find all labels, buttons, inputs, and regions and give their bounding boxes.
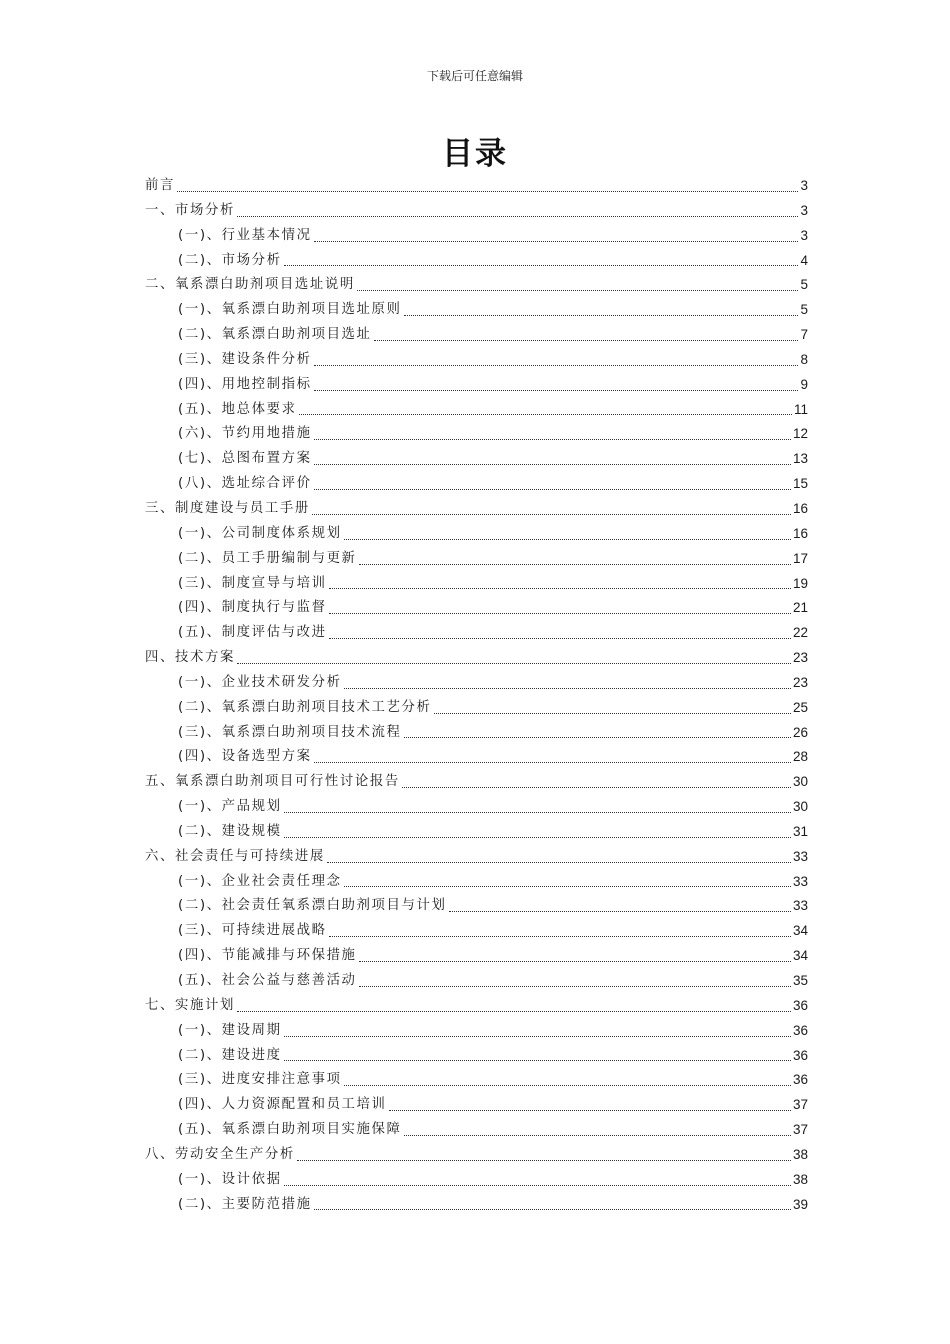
toc-entry-page-number: 28 [792, 749, 808, 765]
toc-leader-dots [359, 960, 791, 962]
toc-entry-label: (一)、行业基本情况 [178, 227, 312, 243]
toc-leader-dots [344, 538, 791, 540]
toc-leader-dots [237, 1010, 791, 1012]
toc-leader-dots [404, 736, 791, 738]
toc-leader-dots [329, 612, 791, 614]
toc-entry[interactable] [145, 944, 808, 969]
toc-entry-label: (八)、选址综合评价 [178, 476, 312, 492]
toc-entry[interactable] [145, 845, 808, 870]
toc-leader-dots [389, 1109, 791, 1111]
toc-entry-label: (四)、人力资源配置和员工培训 [178, 1097, 387, 1113]
toc-entry-page-number: 38 [792, 1171, 808, 1187]
toc-entry[interactable] [145, 696, 808, 721]
toc-leader-dots [297, 1159, 791, 1161]
toc-leader-dots [359, 563, 791, 565]
toc-entry-label: (一)、产品规划 [178, 799, 282, 815]
toc-entry-label: (二)、社会责任氧系漂白助剂项目与计划 [178, 898, 447, 914]
toc-entry-page-number: 30 [792, 774, 808, 790]
page-header: 下载后可任意编辑 [426, 69, 523, 83]
toc-entry[interactable] [145, 547, 808, 572]
toc-entry-page-number: 15 [792, 476, 808, 492]
toc-entry-page-number: 17 [792, 550, 808, 566]
toc-entry-page-number: 9 [800, 376, 808, 392]
toc-leader-dots [314, 240, 799, 242]
toc-entry-label: (二)、建设进度 [178, 1047, 282, 1063]
toc-entry-label: (四)、制度执行与监督 [178, 600, 327, 616]
toc-entry[interactable] [145, 596, 808, 621]
toc-entry-label: (五)、地总体要求 [178, 401, 297, 417]
toc-leader-dots [314, 438, 791, 440]
toc-leader-dots [314, 389, 799, 391]
toc-entry-page-number: 35 [792, 973, 808, 988]
toc-leader-dots [404, 1134, 791, 1136]
toc-leader-dots [327, 861, 791, 863]
toc-entry[interactable] [145, 174, 808, 199]
toc-entry-label: (五)、氧系漂白助剂项目实施保障 [178, 1122, 402, 1138]
toc-entry[interactable] [145, 422, 808, 447]
toc-entry-label: 六、社会责任与可持续进展 [145, 848, 325, 864]
toc-entry-page-number: 3 [800, 202, 808, 218]
toc-entry-page-number: 3 [800, 178, 808, 193]
toc-entry[interactable] [145, 1044, 808, 1069]
toc-entry[interactable] [145, 298, 808, 323]
toc-entry-label: (二)、员工手册编制与更新 [178, 550, 357, 566]
toc-leader-dots [284, 1184, 791, 1186]
toc-entry-label: (七)、总图布置方案 [178, 451, 312, 467]
toc-entry[interactable] [145, 522, 808, 547]
toc-entry-label: (四)、用地控制指标 [178, 376, 312, 392]
toc-entry[interactable] [145, 969, 808, 994]
toc-entry[interactable] [145, 373, 808, 398]
toc-entry[interactable] [145, 398, 808, 423]
toc-leader-dots [329, 637, 791, 639]
toc-entry-label: 二、氧系漂白助剂项目选址说明 [145, 277, 355, 293]
toc-leader-dots [284, 836, 791, 838]
toc-entry[interactable] [145, 1168, 808, 1193]
toc-entry-label: (二)、主要防范措施 [178, 1196, 312, 1212]
toc-leader-dots [299, 413, 792, 415]
toc-entry-page-number: 3 [800, 227, 808, 243]
toc-entry-label: 三、制度建设与员工手册 [145, 500, 310, 516]
toc-entry-page-number: 26 [792, 724, 808, 740]
toc-entry-page-number: 16 [792, 525, 808, 541]
toc-entry-page-number: 22 [792, 625, 808, 641]
toc-entry-label: (五)、制度评估与改进 [178, 625, 327, 641]
toc-entry-label: 四、技术方案 [145, 650, 235, 666]
toc-entry[interactable] [145, 249, 808, 274]
toc-leader-dots [314, 488, 791, 490]
toc-entry-page-number: 36 [792, 997, 808, 1013]
toc-entry[interactable] [145, 721, 808, 746]
toc-entry-page-number: 5 [800, 302, 808, 318]
toc-entry-page-number: 4 [800, 252, 808, 268]
toc-entry-label: 五、氧系漂白助剂项目可行性讨论报告 [145, 774, 400, 790]
toc-leader-dots [237, 662, 791, 664]
toc-entry-label: (一)、氧系漂白助剂项目选址原则 [178, 302, 402, 318]
toc-entry[interactable] [145, 820, 808, 845]
toc-leader-dots [344, 885, 791, 887]
toc-entry-label: (四)、节能减排与环保措施 [178, 948, 357, 964]
toc-entry-page-number: 33 [792, 848, 808, 864]
toc-entry[interactable] [145, 994, 808, 1019]
toc-entry-label: 前言 [145, 178, 175, 193]
toc-entry-label: (一)、建设周期 [178, 1022, 282, 1038]
toc-entry[interactable] [145, 770, 808, 795]
toc-entry[interactable] [145, 199, 808, 224]
toc-leader-dots [344, 1084, 791, 1086]
toc-entry-page-number: 37 [792, 1122, 808, 1138]
toc-entry[interactable] [145, 1019, 808, 1044]
toc-entry[interactable] [145, 323, 808, 348]
toc-entry-label: (二)、氧系漂白助剂项目技术工艺分析 [178, 699, 432, 715]
toc-entry-page-number: 36 [792, 1072, 808, 1088]
toc-entry-page-number: 16 [792, 500, 808, 516]
toc-leader-dots [434, 712, 791, 714]
toc-entry[interactable] [145, 497, 808, 522]
toc-entry-page-number: 7 [800, 327, 808, 343]
toc-entry[interactable] [145, 1193, 808, 1218]
toc-entry[interactable] [145, 646, 808, 671]
toc-entry-page-number: 19 [792, 575, 808, 591]
toc-entry[interactable] [145, 919, 808, 944]
toc-entry[interactable] [145, 447, 808, 472]
toc-entry-label: (二)、建设规模 [178, 823, 282, 839]
toc-entry[interactable] [145, 224, 808, 249]
toc-entry-label: (三)、进度安排注意事项 [178, 1072, 342, 1088]
toc-leader-dots [329, 587, 791, 589]
toc-entry-label: (一)、设计依据 [178, 1171, 282, 1187]
table-of-contents [145, 174, 808, 1217]
toc-leader-dots [312, 513, 791, 515]
toc-leader-dots [237, 215, 799, 217]
toc-entry-page-number: 36 [792, 1022, 808, 1038]
toc-entry-label: (三)、制度宣导与培训 [178, 575, 327, 591]
toc-entry-label: (四)、设备选型方案 [178, 749, 312, 765]
toc-leader-dots [357, 289, 799, 291]
toc-entry[interactable] [145, 273, 808, 298]
toc-entry-page-number: 25 [792, 699, 808, 715]
toc-entry[interactable] [145, 671, 808, 696]
toc-entry-label: (一)、企业社会责任理念 [178, 873, 342, 889]
toc-leader-dots [404, 314, 799, 316]
toc-entry-page-number: 34 [792, 948, 808, 964]
toc-leader-dots [177, 190, 799, 192]
toc-leader-dots [284, 1059, 791, 1061]
toc-entry[interactable] [145, 795, 808, 820]
toc-entry-page-number: 5 [800, 277, 808, 293]
toc-entry-page-number: 12 [792, 426, 808, 442]
toc-entry[interactable] [145, 621, 808, 646]
toc-entry[interactable] [145, 1118, 808, 1143]
toc-leader-dots [374, 339, 799, 341]
toc-entry-label: (六)、节约用地措施 [178, 426, 312, 442]
toc-entry[interactable] [145, 1068, 808, 1093]
toc-entry[interactable] [145, 1143, 808, 1168]
toc-leader-dots [284, 264, 799, 266]
toc-entry-page-number: 30 [792, 799, 808, 815]
page-title: 目录 [442, 136, 508, 172]
toc-leader-dots [284, 811, 791, 813]
toc-entry-label: (三)、氧系漂白助剂项目技术流程 [178, 724, 402, 740]
toc-entry-label: (二)、市场分析 [178, 252, 282, 268]
toc-entry-label: (三)、建设条件分析 [178, 351, 312, 367]
toc-entry[interactable] [145, 745, 808, 770]
toc-leader-dots [359, 985, 791, 987]
toc-entry-page-number: 23 [792, 650, 808, 666]
toc-entry-page-number: 33 [792, 873, 808, 889]
toc-entry-label: 一、市场分析 [145, 202, 235, 218]
toc-leader-dots [314, 1208, 791, 1210]
toc-leader-dots [329, 935, 791, 937]
toc-entry-page-number: 36 [792, 1047, 808, 1063]
toc-entry[interactable] [145, 572, 808, 597]
toc-entry[interactable] [145, 894, 808, 919]
toc-entry-label: (二)、氧系漂白助剂项目选址 [178, 327, 372, 343]
toc-entry-page-number: 8 [800, 351, 808, 367]
toc-leader-dots [449, 910, 791, 912]
toc-leader-dots [314, 761, 791, 763]
toc-entry-page-number: 37 [792, 1097, 808, 1113]
toc-entry-page-number: 33 [792, 898, 808, 914]
toc-entry[interactable] [145, 348, 808, 373]
toc-leader-dots [402, 786, 791, 788]
toc-entry-page-number: 11 [793, 401, 808, 417]
toc-entry-page-number: 34 [792, 923, 808, 939]
toc-leader-dots [314, 463, 791, 465]
toc-entry-page-number: 38 [792, 1146, 808, 1162]
toc-entry-page-number: 31 [792, 823, 808, 839]
toc-entry-label: (一)、企业技术研发分析 [178, 674, 342, 690]
toc-entry[interactable] [145, 472, 808, 497]
toc-entry-page-number: 39 [792, 1196, 808, 1212]
toc-leader-dots [284, 1035, 791, 1037]
toc-entry-label: (三)、可持续进展战略 [178, 923, 327, 939]
toc-entry-page-number: 23 [792, 674, 808, 690]
toc-entry-label: 八、劳动安全生产分析 [145, 1146, 295, 1162]
toc-entry[interactable] [145, 870, 808, 895]
toc-entry[interactable] [145, 1093, 808, 1118]
toc-entry-label: (五)、社会公益与慈善活动 [178, 973, 357, 988]
toc-leader-dots [314, 364, 799, 366]
toc-entry-page-number: 21 [792, 600, 808, 616]
toc-leader-dots [344, 687, 791, 689]
toc-entry-page-number: 13 [792, 451, 808, 467]
toc-entry-label: (一)、公司制度体系规划 [178, 525, 342, 541]
toc-entry-label: 七、实施计划 [145, 997, 235, 1013]
